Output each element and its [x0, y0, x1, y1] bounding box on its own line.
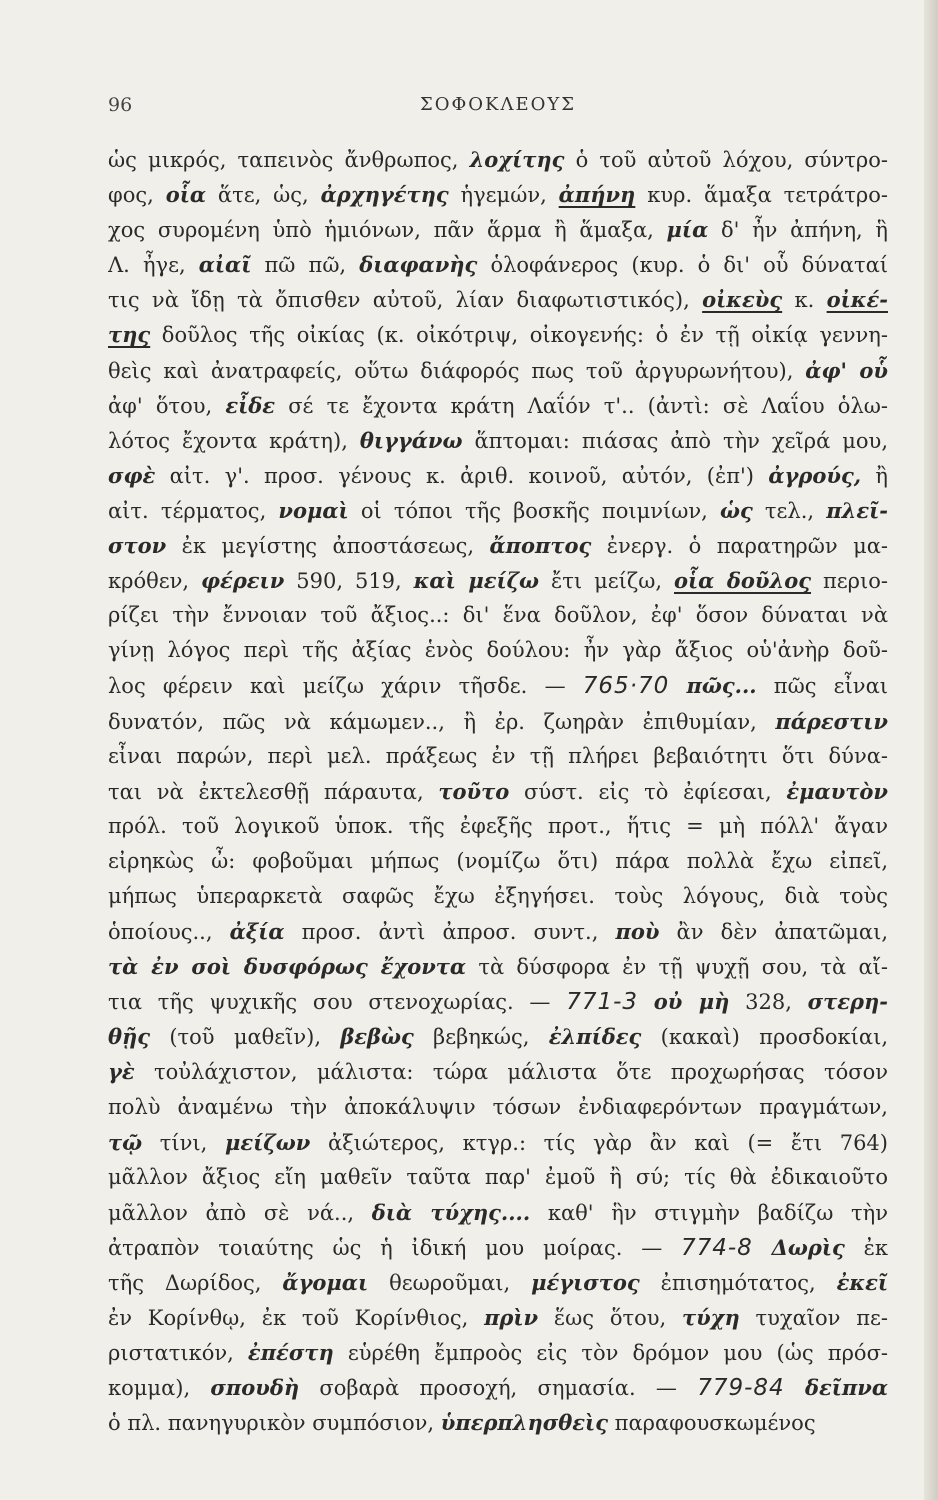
lemma: φέρειν: [201, 568, 285, 594]
lemma: ποὺ: [615, 919, 660, 945]
text-line: [108, 809, 888, 844]
running-title: ΣΟΦΟΚΛΕΟΥΣ: [420, 94, 576, 115]
gloss-text: ἅτε, ὡς,: [206, 183, 321, 208]
gloss-text: κ.: [782, 288, 827, 313]
commentary-text: [108, 142, 888, 1440]
lemma: οἷα: [165, 182, 207, 208]
text-line: [108, 1160, 888, 1195]
text-line: [108, 423, 888, 458]
text-line: [108, 1054, 888, 1089]
lemma: νομαὶ: [278, 497, 349, 523]
gloss-text: θεωροῦμαι,: [368, 1271, 532, 1295]
gloss-text: οἱ τόποι τῆς βοσκῆς ποιμνίων,: [348, 498, 720, 523]
verse-reference: 774-8: [680, 1234, 753, 1261]
gloss-text: ἀτραπὸν τοιαύτης ὡς ἡ ἰδική μου μοίρας. —: [108, 1235, 681, 1260]
text-line: [108, 1195, 888, 1230]
gloss-text: χος συρομένη ὑπὸ ἡμιόνων, πᾶν ἅρμα ἢ ἅμαξα,: [108, 218, 667, 243]
text-line: [108, 1230, 888, 1265]
gloss-text: ριστατικόν,: [108, 1341, 248, 1366]
text-line: [108, 598, 888, 633]
lemma: δεῖπνα: [804, 1375, 888, 1401]
gloss-text: περιο-: [811, 569, 888, 594]
gloss-text: παραφουσκωμένος: [608, 1411, 816, 1436]
gloss-text: τίνι,: [142, 1130, 225, 1155]
lemma: τοῦτο: [438, 778, 510, 804]
lemma: καὶ μείζω: [413, 568, 540, 594]
gloss-text: μήπως ὑπεραρκετὰ σαφῶς ἔχω ἐξηγήσει. τοὺς λόγους, διὰ τοὺς: [108, 883, 888, 908]
text-line: [108, 633, 888, 668]
gloss-text: πῶ πῶ,: [251, 253, 360, 278]
gloss-text: ἅπτομαι: πιάσας ἀπὸ τὴν χεῖρά μου,: [462, 428, 888, 453]
gloss-text: ὡς μικρός, ταπεινὸς ἄνθρωπος,: [108, 148, 470, 172]
text-line: [108, 844, 888, 879]
gloss-text: τοὐλάχιστον, μάλιστα: τώρα μάλιστα ὅτε προχωρήσας τόσον: [134, 1060, 888, 1085]
lemma: ἐλπίδες: [548, 1024, 642, 1050]
text-line: [108, 493, 888, 528]
text-line: [108, 704, 888, 739]
gloss-text: ἡγεμών,: [448, 183, 559, 208]
lemma: ἀπήνη: [558, 182, 636, 208]
gloss-text: σύστ. εἰς τὸ ἐφίεσαι,: [509, 779, 787, 804]
gloss-text: σέ τε ἔχοντα κράτη Λαΐόν τ'.. (ἀντὶ: σὲ Λαΐου ὁλω-: [275, 393, 888, 418]
gloss-text: ἂν δὲν ἀπατῶμαι,: [659, 920, 888, 945]
text-line: [108, 177, 888, 212]
text-line: [108, 388, 888, 423]
text-line: [108, 247, 888, 282]
gloss-text: εἶναι παρών, περὶ μελ. πράξεως ἐν τῇ πλήρει βεβαιότητι ὅτι δύνα-: [108, 743, 888, 768]
text-line: [108, 739, 888, 774]
lemma: οἰκεὺς: [702, 287, 783, 313]
page-number: 96: [108, 94, 133, 116]
lemma: σπουδὴ: [210, 1375, 300, 1401]
lemma: οἰκέ-: [826, 287, 888, 313]
text-line: [108, 353, 888, 388]
gloss-text: Λ. ἦγε,: [108, 253, 199, 278]
lemma: λοχίτης: [469, 147, 565, 172]
text-line: [108, 879, 888, 914]
gloss-text: εἰρηκὼς ὦ: φοβοῦμαι μήπως (νομίζω ὅτι) πάρα πολλὰ ἔχω εἰπεῖ,: [108, 848, 888, 873]
gloss-text: ὁ πλ. πανηγυρικὸν συμπόσιον,: [108, 1411, 441, 1436]
lemma: ὑπερπλησθεὶς: [440, 1410, 608, 1436]
lemma: ἀφ' οὗ: [805, 357, 888, 383]
text-line: [108, 212, 888, 247]
gloss-text: [638, 990, 654, 1014]
gloss-text: λος φέρειν καὶ μείζω χάριν τῆσδε. —: [108, 674, 583, 699]
text-line: [108, 458, 888, 493]
lemma: σφὲ: [108, 462, 156, 488]
text-line: [108, 563, 888, 598]
gloss-text: αἰτ. γ'. προσ. γένους κ. ἀριθ. κοινοῦ, αὐτόν, (ἐπ'): [155, 463, 769, 488]
lemma: πρὶν: [484, 1305, 539, 1331]
gloss-text: πολὺ ἀναμένω τὴν ἀποκάλυψιν τόσων ἐνδιαφερόντων πραγμάτων,: [108, 1094, 888, 1119]
lemma: διὰ τύχης....: [371, 1199, 531, 1225]
text-line: [108, 317, 888, 352]
text-line: [108, 1265, 888, 1300]
gloss-text: μᾶλλον ἄξιος εἴη μαθεῖν ταῦτα παρ' ἐμοῦ ἢ σύ; τίς θὰ ἐδικαιοῦτο: [108, 1164, 888, 1189]
gloss-text: λότος ἔχοντα κράτη),: [108, 428, 360, 453]
lemma: τύχη: [681, 1305, 740, 1331]
lemma: της: [108, 322, 151, 348]
gloss-text: δυνατόν, πῶς νὰ κάμωμεν.., ἢ ἐρ. ζωηρὰν ἐπιθυμίαν,: [108, 709, 776, 734]
gloss-text: 590, 519,: [284, 569, 414, 594]
gloss-text: ἕως ὅτου,: [538, 1306, 682, 1331]
lemma: πάρεστιν: [775, 708, 888, 734]
gloss-text: εὑρέθη ἔμπροὸς εἰς τὸν δρόμον μου (ὡς πρόσ-: [333, 1341, 888, 1366]
lemma: οὐ μὴ: [653, 989, 730, 1015]
gloss-text: τυχαῖον πε-: [739, 1306, 888, 1331]
gloss-text: κρόθεν,: [108, 569, 202, 594]
lemma: τῷ: [108, 1129, 143, 1155]
gloss-text: πῶς εἶναι: [756, 674, 888, 699]
lemma: στον: [108, 533, 167, 559]
gloss-text: ἐνεργ. ὁ παρατηρῶν μα-: [591, 534, 888, 559]
lemma: ἐπέστη: [247, 1340, 334, 1366]
gloss-text: ἐκ: [844, 1235, 888, 1260]
page-gutter-shadow: [924, 0, 938, 1500]
lemma: ὡς: [719, 497, 753, 523]
lemma: πῶς...: [686, 673, 757, 699]
text-line: [108, 774, 888, 809]
lemma: μία: [666, 217, 709, 243]
lemma: ἀρχηγέτης: [320, 182, 449, 208]
text-line: [108, 282, 888, 317]
gloss-text: τὰ δύσφορα ἐν τῇ ψυχῇ σου, τὰ αἴ-: [466, 955, 888, 980]
gloss-text: γίνῃ λόγος περὶ τῆς ἀξίας ἑνὸς δούλου: ἦν γὰρ ἄξιος οὑ'ἀνὴρ δοῦ-: [108, 638, 888, 663]
verse-reference: 779-84: [697, 1375, 785, 1402]
gloss-text: κομμα),: [108, 1376, 211, 1401]
gloss-text: ἐν Κορίνθῳ, ἐκ τοῦ Κορίνθιος,: [108, 1306, 485, 1331]
text-line: [108, 1405, 888, 1440]
lemma: θιγγάνω: [359, 427, 463, 453]
lemma: αἰαῖ: [198, 252, 252, 278]
lemma: ἄποπτος: [489, 533, 592, 559]
gloss-text: τις νὰ ἴδῃ τὰ ὄπισθεν αὐτοῦ, λίαν διαφωτιστικός),: [108, 288, 703, 313]
gloss-text: ἐπισημότατος,: [639, 1271, 837, 1295]
gloss-text: ἢ: [861, 463, 888, 488]
gloss-text: (κακαὶ) προσδοκίαι,: [641, 1025, 888, 1050]
gloss-text: ἐκ μεγίστης ἀποστάσεως,: [166, 534, 490, 559]
verse-reference: 765·70: [582, 673, 670, 700]
gloss-text: 328,: [729, 990, 808, 1015]
running-head: [108, 94, 888, 124]
lemma: Δωρὶς: [771, 1234, 845, 1260]
verse-reference: 771-3: [566, 989, 639, 1016]
gloss-text: αἰτ. τέρματος,: [108, 498, 279, 523]
gloss-text: ται νὰ ἐκτελεσθῇ πάραυτα,: [108, 779, 439, 804]
text-line: [108, 1090, 888, 1125]
gloss-text: μᾶλλον ἀπὸ σὲ νά..,: [108, 1200, 372, 1225]
text-line: [108, 142, 888, 177]
gloss-text: θεὶς καὶ ἀνατραφείς, οὕτω διάφορός πως τοῦ ἀργυρωνήτου),: [108, 358, 806, 383]
text-line: [108, 949, 888, 984]
lemma: μέγιστος: [531, 1270, 640, 1295]
text-line: [108, 1125, 888, 1160]
text-line: [108, 1019, 888, 1054]
lemma: ἀγρούς,: [768, 462, 862, 488]
gloss-text: βεβηκώς,: [413, 1025, 549, 1050]
gloss-text: ρίζει τὴν ἔννοιαν τοῦ ἄξιος..: δι' ἕνα δοῦλον, ἐφ' ὅσον δύναται νὰ: [108, 603, 888, 628]
lemma: γὲ: [108, 1059, 135, 1085]
gloss-text: δ' ἦν ἀπήνη, ἣ: [708, 218, 888, 243]
lemma: ἐκεῖ: [836, 1270, 888, 1295]
gloss-text: ὁ τοῦ αὐτοῦ λόχου, σύντρο-: [564, 148, 888, 172]
lemma: εἶδε: [225, 392, 276, 418]
lemma: ἀξία: [229, 919, 285, 945]
gloss-text: (τοῦ μαθεῖν),: [150, 1025, 341, 1050]
gloss-text: ἔτι μείζω,: [539, 569, 674, 594]
text-line: [108, 914, 888, 949]
text-line: [108, 668, 888, 703]
gloss-text: τια τῆς ψυχικῆς σου στενοχωρίας. —: [108, 990, 567, 1015]
text-line: [108, 1300, 888, 1335]
gloss-text: [669, 674, 686, 698]
gloss-text: κυρ. ἅμαξα τετράτρο-: [635, 183, 888, 208]
gloss-text: πρόλ. τοῦ λογικοῦ ὑποκ. τῆς ἐφεξῆς προτ., ἥτις = μὴ πόλλ' ἄγαν: [108, 813, 888, 838]
gloss-text: σοβαρὰ προσοχή, σημασία. —: [299, 1376, 698, 1401]
gloss-text: ἀξιώτερος, κτγρ.: τίς γὰρ ἂν καὶ (= ἔτι 764): [310, 1130, 888, 1155]
lemma: διαφανὴς: [359, 252, 478, 278]
lemma: μείζων: [224, 1129, 311, 1155]
gloss-text: ὁποίους..,: [108, 920, 230, 945]
lemma: ἄγομαι: [282, 1270, 369, 1295]
gloss-text: φος,: [108, 183, 166, 208]
gloss-text: δοῦλος τῆς οἰκίας (κ. οἰκότριψ, οἰκογενής: ὁ ἐν τῇ οἰκίᾳ γεννη-: [150, 323, 888, 348]
lemma: τὰ ἐν σοὶ δυσφόρως ἔχοντα: [108, 954, 467, 980]
gloss-text: ἀφ' ὅτου,: [108, 393, 226, 418]
text-line: [108, 1335, 888, 1370]
gloss-text: [785, 1376, 805, 1400]
gloss-text: ὁλοφάνερος (κυρ. ὁ δι' οὗ δύναταί: [477, 253, 888, 278]
text-line: [108, 528, 888, 563]
gloss-text: προσ. ἀντὶ ἀπροσ. συντ.,: [284, 920, 616, 945]
gloss-text: τῆς Δωρίδος,: [108, 1271, 283, 1295]
text-line: [108, 984, 888, 1019]
lemma: ἐμαυτὸν: [786, 778, 888, 804]
lemma: πλεῖ-: [826, 497, 888, 523]
lemma: οἷα δοῦλος: [674, 568, 812, 594]
gloss-text: [753, 1236, 772, 1260]
gloss-text: καθ' ἣν στιγμὴν βαδίζω τὴν: [530, 1200, 888, 1225]
gloss-text: τελ.,: [752, 498, 827, 523]
lemma: βεβὼς: [340, 1024, 414, 1050]
lemma: στερη-: [807, 989, 888, 1015]
lemma: θῇς: [108, 1024, 151, 1050]
text-line: [108, 1370, 888, 1405]
